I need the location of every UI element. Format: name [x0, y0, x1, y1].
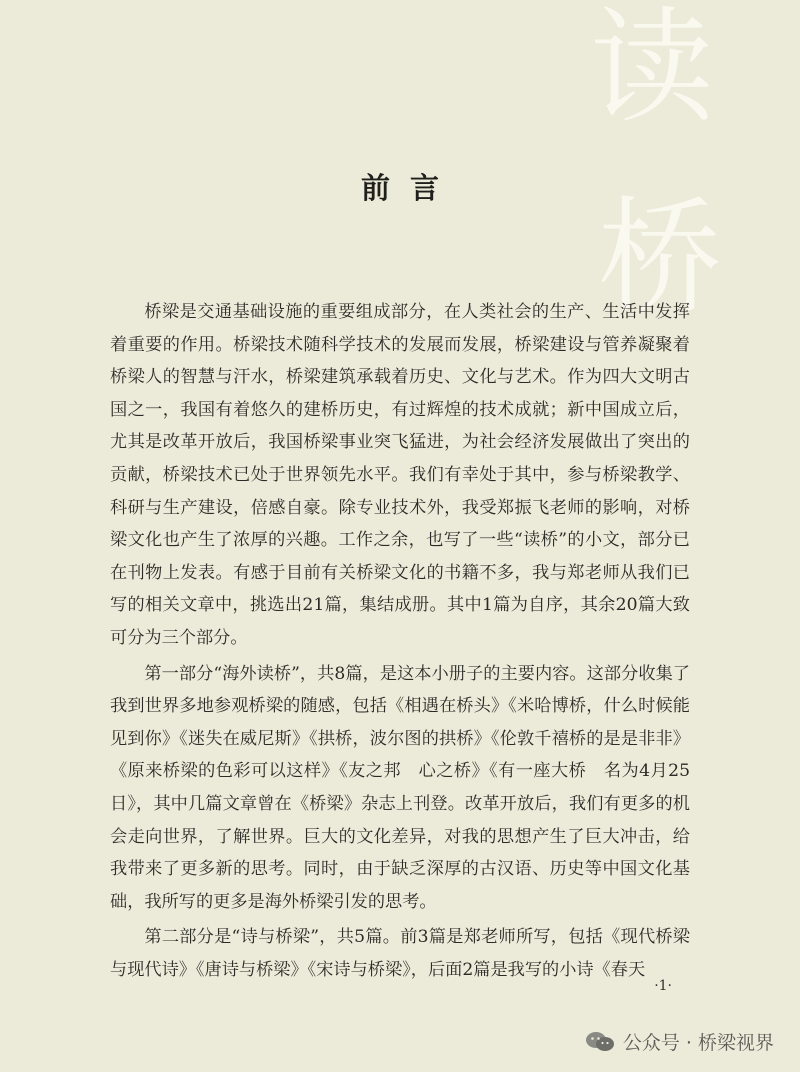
- footer-account-text: 公众号 · 桥梁视界: [622, 1032, 774, 1054]
- paragraph-3: 第二部分是“诗与桥梁”，共5篇。前3篇是郑老师所写，包括《现代桥梁与现代诗》《唐诗与桥梁》《宋诗与桥梁》，后面2篇是我写的小诗《春天: [110, 927, 690, 980]
- wechat-icon: [585, 1031, 615, 1053]
- paragraph-1: 桥梁是交通基础设施的重要组成部分，在人类社会的生产、生活中发挥着重要的作用。桥梁技术随科学技术的发展而发展，桥梁建设与管养凝聚着桥梁人的智慧与汗水，桥梁建筑承载着历史、文化与艺术。作为四大文明古国之一，我国有着悠久的建桥历史，有过辉煌的技术成就；新中国成立后，尤其是改革开放后，我国桥梁事业突飞猛进，为社会经济发展做出了突出的贡献，桥梁技术已处于世界领先水平。我们有幸处于其中，参与桥梁教学、科研与生产建设，倍感自豪。除专业技术外，我受郑振飞老师的影响，对桥梁文化也产生了浓厚的兴趣。工作之余，也写了一些“读桥”的小文，部分已在刊物上发表。有感于目前有关桥梁文化的书籍不多，我与郑老师从我们已写的相关文章中，挑选出21篇，集结成册。其中1篇为自序，其余20篇大致可分为三个部分。: [110, 302, 690, 648]
- page-title: 前言: [360, 171, 459, 205]
- watermark-char-du: 读: [590, 0, 715, 140]
- paragraph-2: 第一部分“海外读桥”，共8篇，是这本小册子的主要内容。这部分收集了我到世界多地参观桥梁的随感，包括《相遇在桥头》《米哈博桥，什么时候能见到你》《迷失在威尼斯》《拱桥，波尔图的拱桥》《伦敦千禧桥的是是非非》《原来桥梁的色彩可以这样》《友之邦 心之桥》《有一座大桥 名为4月25日》，其中几篇文章曾在《桥梁》杂志上刊登。改革开放后，我们有更多的机会走向世界，了解世界。巨大的文化差异，对我的思想产生了巨大冲击，给我带来了更多新的思考。同时，由于缺乏深厚的古汉语、历史等中国文化基础，我所写的更多是海外桥梁引发的思考。: [110, 663, 690, 912]
- watermark-char-qiao: 桥: [598, 186, 723, 330]
- footer-watermark: [585, 1028, 774, 1055]
- page-number: ·1·: [654, 978, 672, 994]
- preface-body: [110, 296, 690, 989]
